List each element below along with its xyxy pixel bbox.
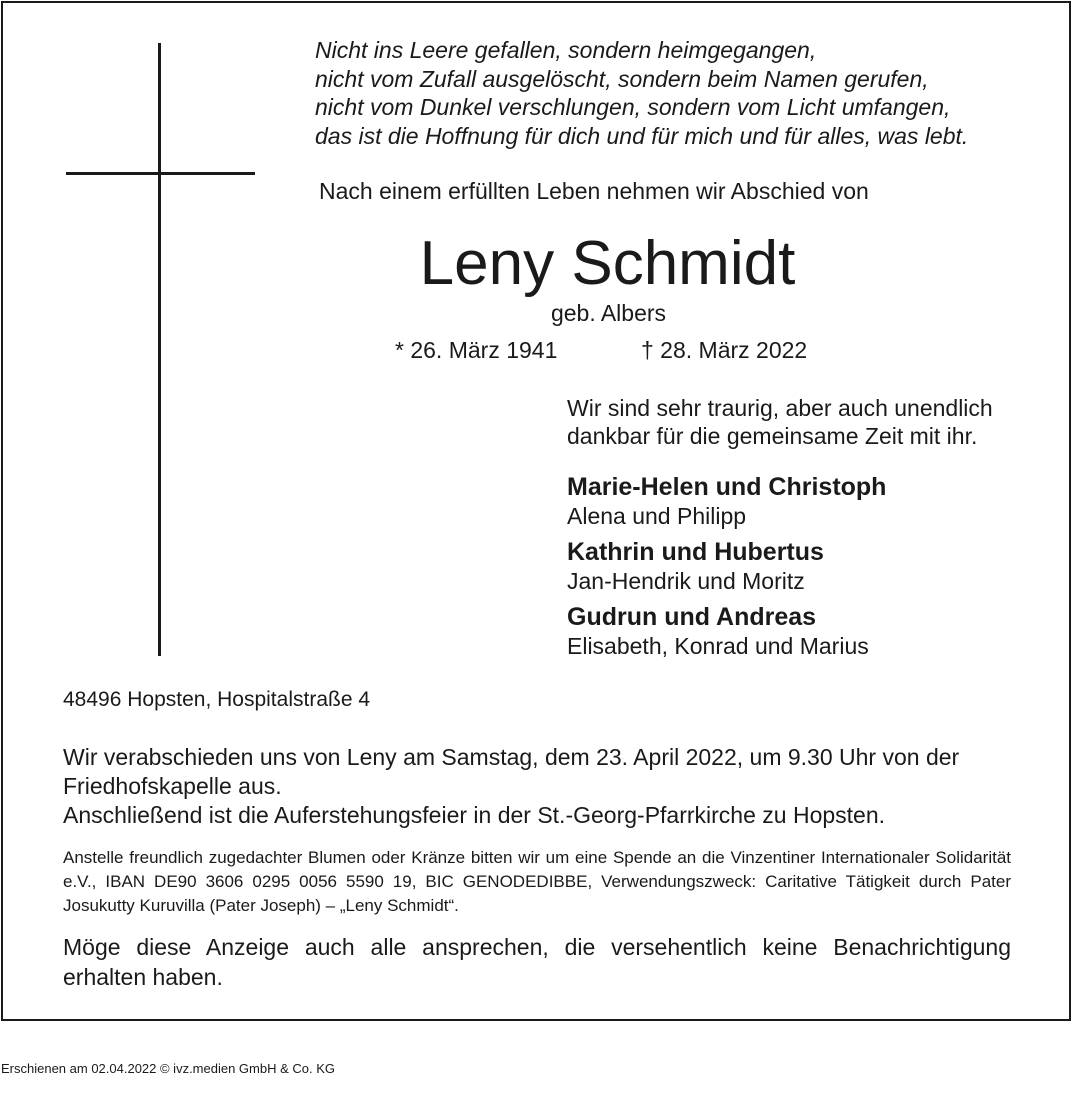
family-main-names: Kathrin und Hubertus: [567, 538, 824, 566]
poem: [315, 36, 1055, 150]
deceased-name: Leny Schmidt: [419, 229, 796, 298]
mourning-text: [567, 394, 993, 450]
poem-line: nicht vom Zufall ausgelöscht, sondern beim Namen gerufen,: [315, 65, 929, 92]
family-children-names: Elisabeth, Konrad und Marius: [567, 633, 869, 659]
donation-info: Anstelle freundlich zugedachter Blumen oder Kränze bitten wir um eine Spende an die Vinzentiner Internationaler Solidarität e.V., IBAN DE90 3606 0295 0056 5590 19, BIC GENODEDIBBE, Verwendungszweck: Caritative Tätigkeit durch Pater Josukutty Kuruvilla (Pater Joseph) – „Leny Schmidt“.: [63, 848, 1011, 915]
family-group: [567, 537, 886, 595]
family-group: [567, 602, 886, 660]
family-children-names: Alena und Philipp: [567, 503, 747, 529]
maiden-name: geb. Albers: [550, 300, 667, 326]
poem-line: nicht vom Dunkel verschlungen, sondern vom Licht umfangen,: [315, 94, 951, 120]
family-children-names: Jan-Hendrik und Moritz: [567, 568, 805, 594]
funeral-line: Anschließend ist die Auferstehungsfeier in der St.-Georg-Pfarrkirche zu Hopsten.: [63, 802, 886, 828]
birth-date: * 26. März 1941: [395, 337, 558, 363]
death-date: † 28. März 2022: [641, 337, 808, 363]
family-main-names: Marie-Helen und Christoph: [567, 473, 887, 501]
address: 48496 Hopsten, Hospitalstraße 4: [63, 688, 371, 711]
poem-line: das ist die Hoffnung für dich und für mich und für alles, was lebt.: [315, 122, 969, 149]
poem-line: Nicht ins Leere gefallen, sondern heimgegangen,: [315, 37, 817, 63]
cross-horizontal-bar: [66, 172, 255, 175]
mourning-line: Wir sind sehr traurig, aber auch unendlich: [567, 395, 993, 421]
intro-text: Nach einem erfüllten Leben nehmen wir Abschied von: [319, 178, 869, 204]
notice-text: Möge diese Anzeige auch alle ansprechen, die versehentlich keine Benachrichtigung erhalten haben.: [63, 934, 1011, 990]
family-group: [567, 472, 886, 530]
mourning-line: dankbar für die gemeinsame Zeit mit ihr.: [567, 423, 978, 449]
publication-footer: Erschienen am 02.04.2022 © ivz.medien GmbH & Co. KG: [1, 1061, 336, 1076]
cross-vertical-bar: [158, 43, 161, 656]
funeral-line: Wir verabschieden uns von Leny am Samstag, dem 23. April 2022, um 9.30 Uhr von der Friedhofskapelle aus.: [63, 744, 960, 799]
funeral-info: [63, 743, 1013, 830]
family-list: [567, 472, 886, 667]
family-main-names: Gudrun und Andreas: [567, 603, 817, 631]
